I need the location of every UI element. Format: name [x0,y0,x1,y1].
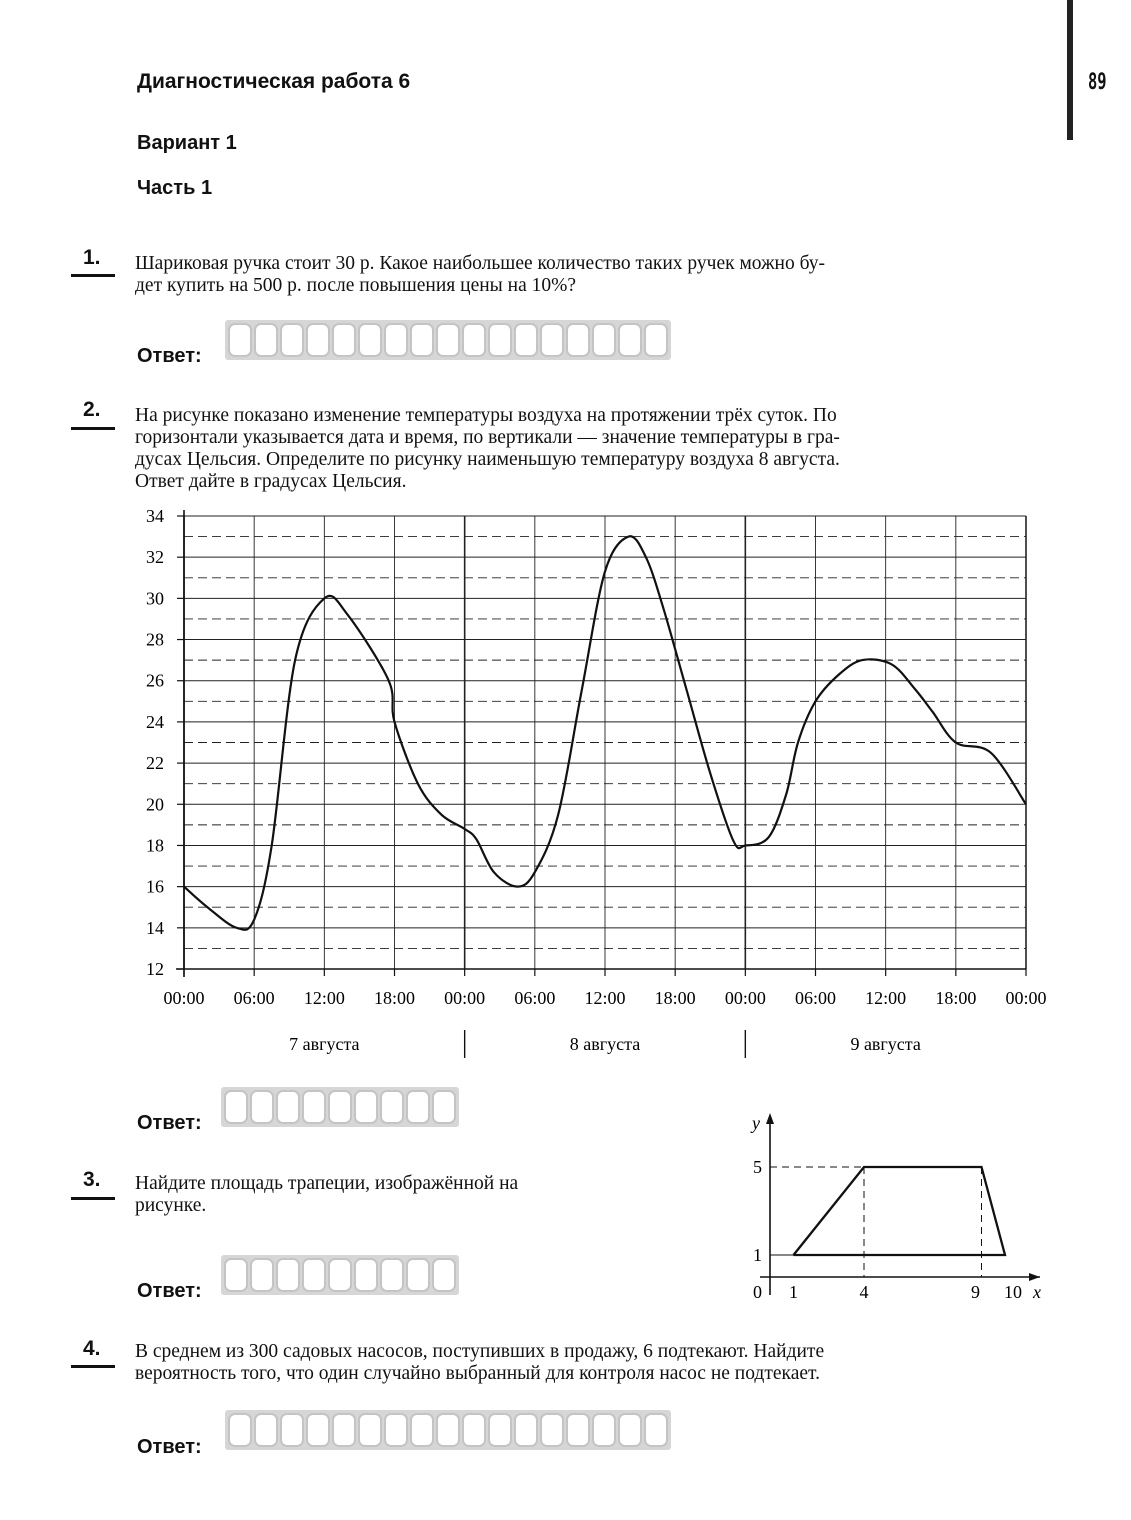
day-label: 7 августа [289,1034,360,1054]
y-tick-label: 22 [146,753,164,774]
answer-cell[interactable] [328,1258,352,1292]
answer-cell[interactable] [332,1413,356,1447]
x-axis-label: x [1033,1282,1041,1302]
answer-field-2[interactable] [221,1087,459,1127]
answer-cell[interactable] [254,1413,278,1447]
x-tick-label: 18:00 [935,988,977,1008]
answer-cell[interactable] [228,1413,252,1447]
question-4-text [135,1341,1055,1385]
y-axis-arrow [766,1113,774,1124]
trapezoid-shape [794,1167,1006,1255]
x-tick-label: 00:00 [163,988,205,1008]
answer-cell[interactable] [384,1413,408,1447]
answer-cell[interactable] [462,1413,486,1447]
origin-label: 0 [753,1282,762,1302]
temperature-chart-day-labels [289,1030,921,1058]
question-2-line-3: дусах Цельсия. Определите по рисунку наименьшую температуру воздуха 8 августа. [135,449,840,470]
page-number: 89 [1088,70,1107,95]
question-3-text [135,1173,635,1217]
answer-cell[interactable] [328,1090,352,1124]
y-tick-label: 34 [146,506,164,526]
y-axis-label: y [752,1113,760,1133]
question-1-line-1: Шариковая ручка стоит 30 р. Какое наибольшее количество таких ручек можно бу- [135,253,826,274]
temperature-chart-y-ticks [146,506,184,979]
x-tick-label: 10 [1004,1282,1022,1302]
answer-cell[interactable] [540,1413,564,1447]
y-tick-label: 24 [146,711,164,732]
answer-field-4[interactable] [225,1410,671,1450]
answer-label-1: Ответ: [137,345,202,367]
question-3-line-2: рисунке. [135,1195,207,1216]
question-4-line-2: вероятность того, что один случайно выбранный для контроля насос не подтекает. [135,1363,820,1384]
y-tick-label: 26 [146,670,164,691]
answer-cell[interactable] [406,1258,430,1292]
x-tick-label: 4 [859,1282,869,1302]
question-4-line-1: В среднем из 300 садовых насосов, поступивших в продажу, 6 подтекают. Найдите [135,1341,825,1362]
answer-label-3: Ответ: [137,1280,202,1302]
variant-heading: Вариант 1 [137,132,237,154]
day-label: 8 августа [569,1034,641,1054]
question-1-number: 1. [83,246,101,269]
answer-cell[interactable] [276,1258,300,1292]
answer-cell[interactable] [566,1413,590,1447]
x-tick-label: 06:00 [514,988,556,1008]
question-3-number: 3. [83,1168,101,1191]
answer-cell[interactable] [280,1413,304,1447]
trapezoid-axes [760,1113,1040,1295]
temperature-chart-x-ticks [163,969,1046,1008]
answer-cell[interactable] [432,1258,456,1292]
x-tick-label: 00:00 [724,988,766,1008]
answer-cell[interactable] [224,1090,248,1124]
answer-label-2: Ответ: [137,1112,202,1134]
answer-field-3[interactable] [221,1255,459,1295]
answer-cell[interactable] [514,1413,538,1447]
y-tick-label: 14 [146,917,164,938]
day-label: 9 августа [850,1034,921,1054]
x-axis-arrow [1029,1273,1040,1281]
question-1-line-2: дет купить на 500 р. после повышения цены на 10%? [135,275,577,296]
question-4-underline [71,1365,115,1368]
answer-cell[interactable] [358,1413,382,1447]
y-tick-label: 28 [146,629,164,650]
x-tick-label: 12:00 [303,988,345,1008]
y-tick-label: 30 [146,588,164,609]
y-tick-label: 18 [146,835,164,856]
x-tick-label: 06:00 [233,988,275,1008]
answer-cell[interactable] [250,1258,274,1292]
x-tick-label: 1 [789,1282,798,1302]
page-title: Диагностическая работа 6 [137,70,411,93]
question-2-number: 2. [83,398,101,421]
x-tick-label: 12:00 [865,988,907,1008]
answer-label-4: Ответ: [137,1436,202,1458]
trapezoid-labels [750,1113,1041,1302]
y-tick-label: 1 [753,1245,762,1265]
answer-cell[interactable] [436,1413,460,1447]
answer-cell[interactable] [302,1090,326,1124]
question-3-line-1: Найдите площадь трапеции, изображённой на [135,1173,519,1194]
x-tick-label: 12:00 [584,988,626,1008]
x-tick-label: 18:00 [373,988,416,1008]
question-4-number: 4. [83,1337,101,1360]
answer-cell[interactable] [618,1413,642,1447]
question-2-line-2: горизонтали указывается дата и время, по вертикали — значение температуры в гра- [135,427,840,448]
x-tick-label: 18:00 [654,988,696,1008]
answer-cell[interactable] [250,1090,274,1124]
answer-cell[interactable] [432,1090,456,1124]
answer-cell[interactable] [354,1090,378,1124]
answer-cell[interactable] [410,1413,434,1447]
question-3-underline [71,1197,115,1200]
x-tick-label: 00:00 [444,988,486,1008]
trapezoid-figure [740,1105,1060,1305]
answer-cell[interactable] [306,1413,330,1447]
y-tick-label: 5 [753,1157,762,1177]
answer-cell[interactable] [644,1413,668,1447]
y-tick-label: 20 [146,794,164,815]
y-tick-label: 16 [146,876,164,897]
y-tick-label: 32 [146,547,164,568]
trapezoid-guides [770,1167,982,1277]
question-2-line-1: На рисунке показано изменение температуры воздуха на протяжении трёх суток. По [135,405,837,426]
answer-cell[interactable] [592,1413,616,1447]
temperature-chart-grid [184,516,1026,969]
answer-cell[interactable] [302,1258,326,1292]
x-tick-label: 06:00 [794,988,837,1008]
y-tick-label: 12 [146,959,164,979]
answer-cell[interactable] [354,1258,378,1292]
x-tick-label: 9 [971,1282,980,1302]
x-tick-label: 00:00 [1005,988,1047,1008]
question-2-line-4: Ответ дайте в градусах Цельсия. [135,471,407,492]
answer-cell[interactable] [380,1090,404,1124]
answer-cell[interactable] [380,1258,404,1292]
answer-cell[interactable] [224,1258,248,1292]
answer-cell[interactable] [276,1090,300,1124]
answer-cell[interactable] [488,1413,512,1447]
part-heading: Часть 1 [137,177,213,199]
answer-cell[interactable] [406,1090,430,1124]
